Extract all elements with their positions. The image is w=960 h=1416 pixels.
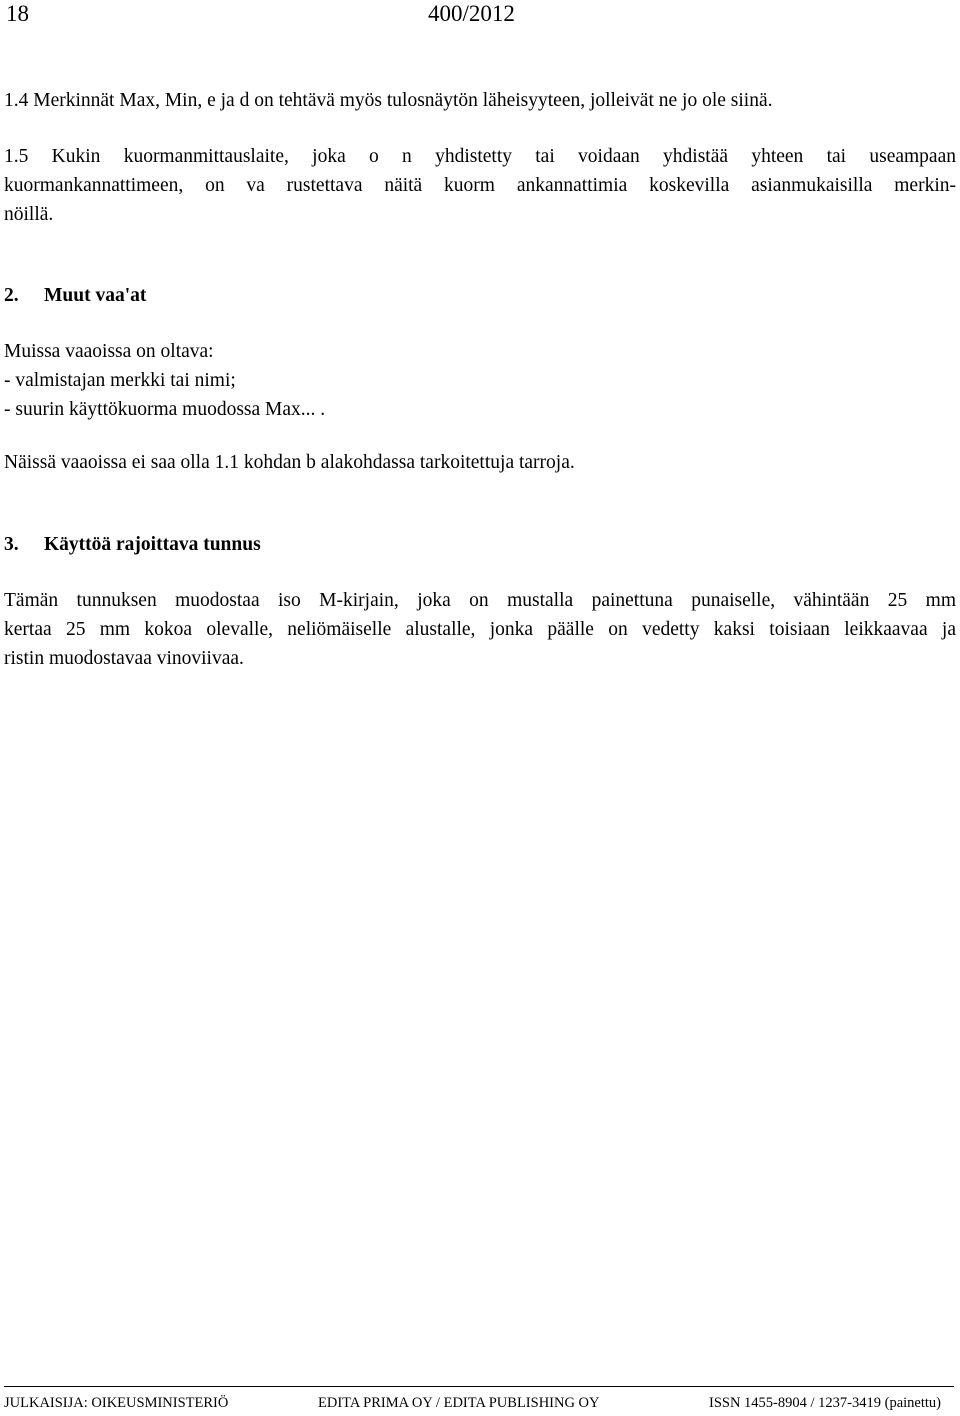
footer-divider [4,1386,954,1387]
paragraph-1-4: 1.4 Merkinnät Max, Min, e ja d on tehtävä myös tulosnäytön läheisyyteen, jolleivät ne jo ole siinä. [4,90,773,111]
section-2-heading [4,281,146,310]
section-3-heading [4,530,261,559]
section-2-title: Muut vaa'at [44,285,147,306]
section-3-line: Tämän tunnuksen muodostaa iso M-kirjain, joka on mustalla painettuna punaiselle, vähintään 25 mm [4,590,956,611]
section-3-number: 3. [4,534,19,555]
section-3-title: Käyttöä rajoittava tunnus [44,534,261,555]
paragraph-1-5-line: 1.5 Kukin kuormanmittauslaite, joka o n yhdistetty tai voidaan yhdistää yhteen tai useampaan [4,146,956,167]
footer-publisher: JULKAISIJA: OIKEUSMINISTERIÖ [4,1395,229,1411]
section-3-line: ristin muodostavaa vinoviivaa. [4,648,244,669]
footer-printer: EDITA PRIMA OY / EDITA PUBLISHING OY [318,1395,600,1411]
paragraph-1-5 [4,142,956,229]
paragraph-1-5-line: nöillä. [4,204,54,225]
section-2-intro: Muissa vaaoissa on oltava: [4,341,214,362]
section-2-number: 2. [4,285,19,306]
section-3-body [4,586,956,673]
section-2-body [4,337,956,424]
footer-issn: ISSN 1455-8904 / 1237-3419 (painettu) [709,1395,941,1411]
section-3-line: kertaa 25 mm kokoa olevalle, neliömäiselle alustalle, jonka päälle on vedetty kaksi toisiaan leikkaavaa ja [4,619,956,640]
page-number: 18 [6,1,29,26]
section-2-list-item: - valmistajan merkki tai nimi; [4,370,236,391]
paragraph-1-5-line: kuormankannattimeen, on va rustettava näitä kuorm ankannattimia koskevilla asianmukaisilla merkin- [4,175,956,196]
section-2-list-item: - suurin käyttökuorma muodossa Max... . [4,399,326,420]
section-2-note: Näissä vaaoissa ei saa olla 1.1 kohdan b alakohdassa tarkoitettuja tarroja. [4,452,575,473]
document-reference: 400/2012 [428,1,515,26]
